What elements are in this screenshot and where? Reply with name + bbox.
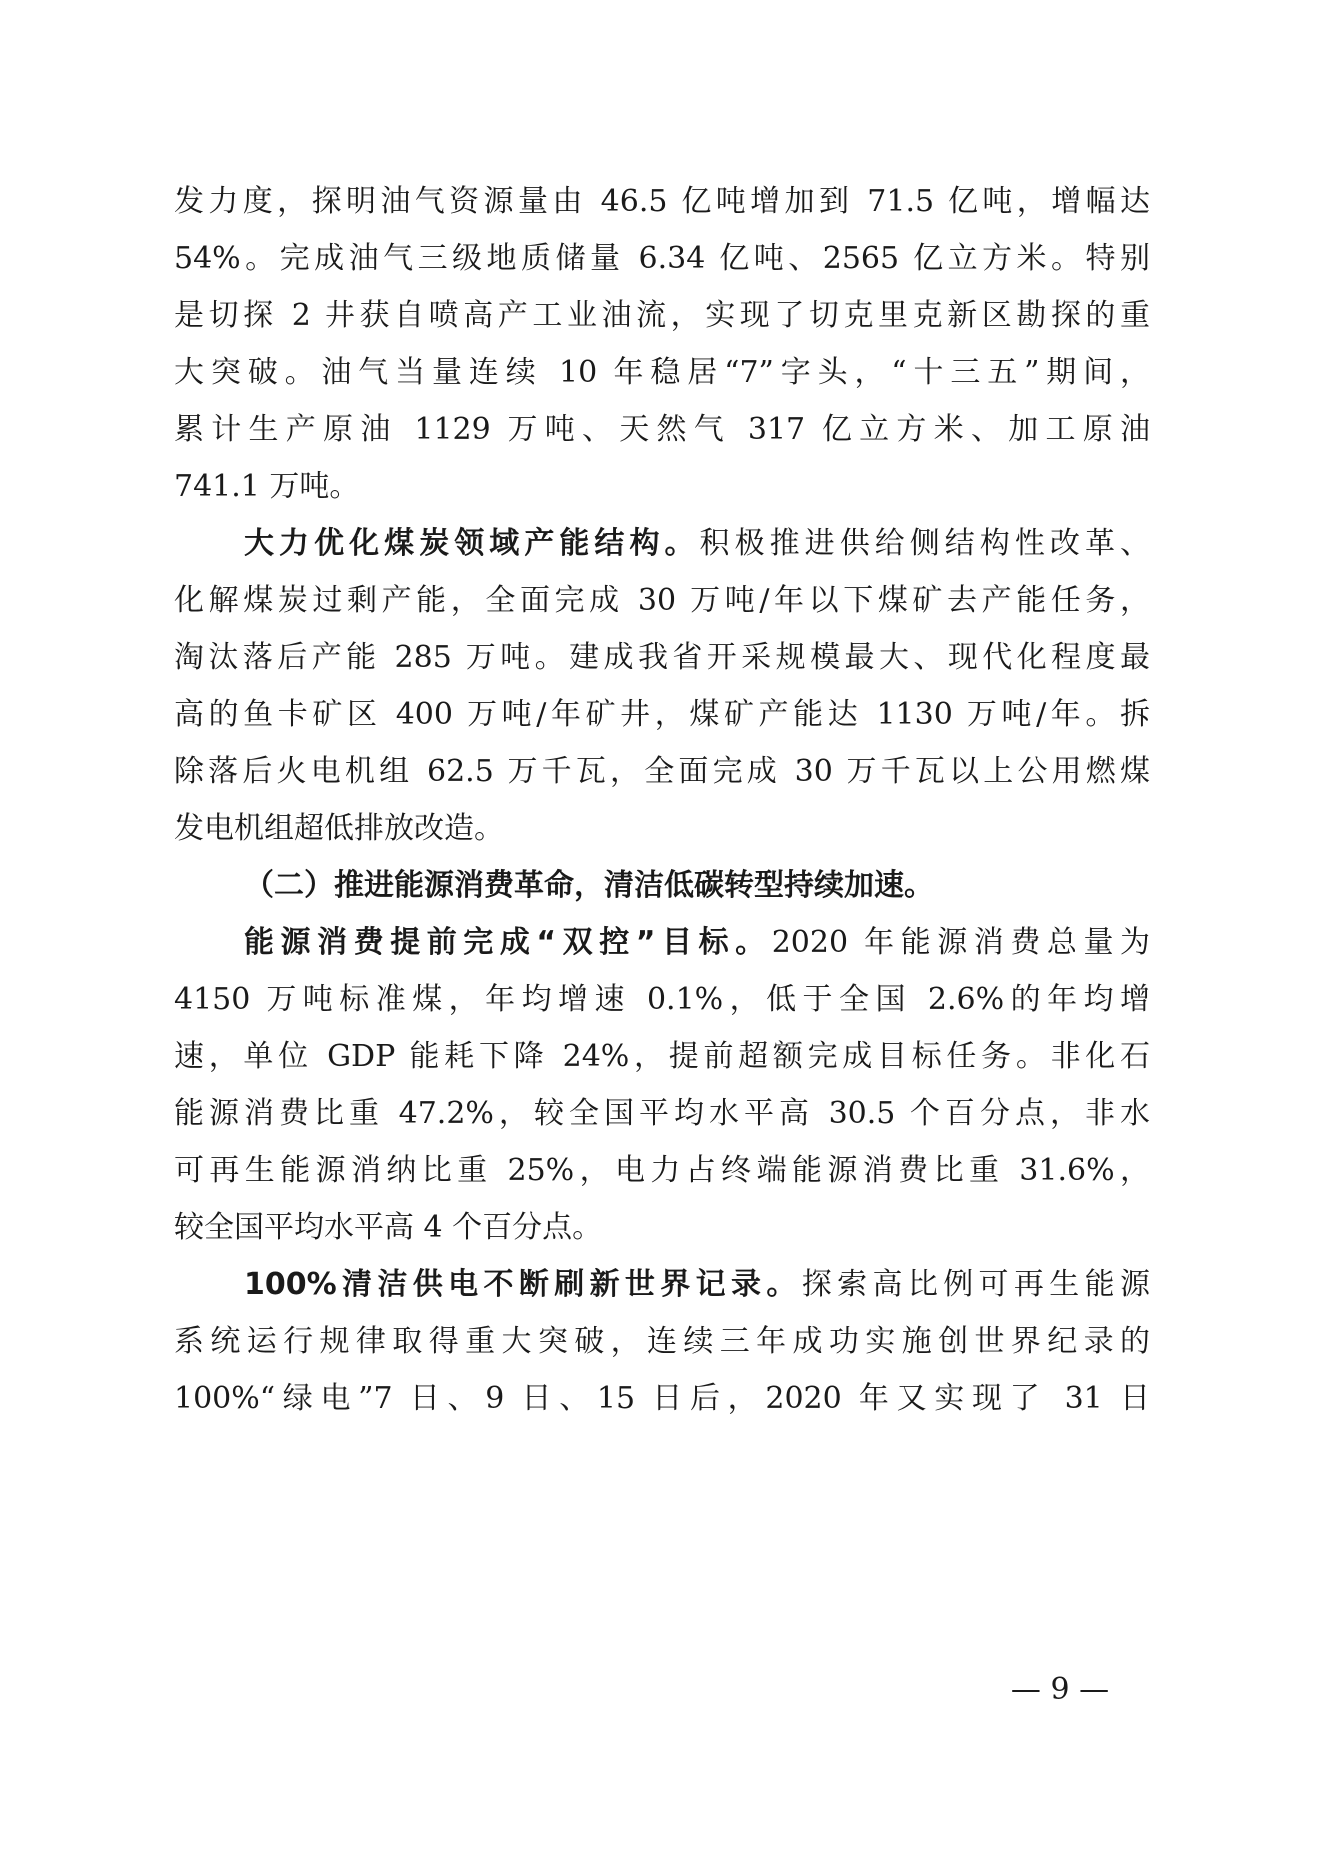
text-line: 高的鱼卡矿区 400 万吨/年矿井，煤矿产能达 1130 万吨/年。拆 — [174, 697, 1150, 732]
paragraph-lead-line: 能源消费提前完成“双控”目标。2020 年能源消费总量为 — [244, 925, 1150, 960]
text-line: 系统运行规律取得重大突破，连续三年成功实施创世界纪录的 — [174, 1324, 1150, 1359]
text-line: 发电机组超低排放改造。 — [174, 811, 504, 846]
text-line: 大突破。油气当量连续 10 年稳居“7”字头，“十三五”期间， — [174, 355, 1150, 390]
text-line: 较全国平均水平高 4 个百分点。 — [174, 1210, 603, 1245]
text-line: 100%“绿电”7 日、9 日、15 日后，2020 年又实现了 31 日 — [174, 1381, 1150, 1416]
text-line: 能源消费比重 47.2%，较全国平均水平高 30.5 个百分点，非水 — [174, 1096, 1150, 1131]
text-line: 是切探 2 井获自喷高产工业油流，实现了切克里克新区勘探的重 — [174, 298, 1150, 333]
text-line: 淘汰落后产能 285 万吨。建成我省开采规模最大、现代化程度最 — [174, 640, 1150, 675]
paragraph-lead-line: 大力优化煤炭领域产能结构。积极推进供给侧结构性改革、 — [244, 526, 1151, 561]
paragraph-lead-line: 100%清洁供电不断刷新世界记录。探索高比例可再生能源 — [244, 1267, 1151, 1302]
text-line: 741.1 万吨。 — [174, 469, 360, 504]
text-line: 化解煤炭过剩产能，全面完成 30 万吨/年以下煤矿去产能任务， — [174, 583, 1150, 618]
section-heading: （二）推进能源消费革命，清洁低碳转型持续加速。 — [244, 868, 934, 903]
text-line: 54%。完成油气三级地质储量 6.34 亿吨、2565 亿立方米。特别 — [174, 241, 1150, 276]
paragraph-heading: 100%清洁供电不断刷新世界记录。 — [244, 1267, 802, 1302]
paragraph-heading: 能源消费提前完成“双控”目标。 — [244, 925, 772, 960]
text-line: 可再生能源消纳比重 25%，电力占终端能源消费比重 31.6%， — [174, 1153, 1150, 1188]
text-line: 除落后火电机组 62.5 万千瓦，全面完成 30 万千瓦以上公用燃煤 — [174, 754, 1150, 789]
paragraph-heading: 大力优化煤炭领域产能结构。 — [244, 526, 700, 561]
text-line: 4150 万吨标准煤，年均增速 0.1%，低于全国 2.6%的年均增 — [174, 982, 1150, 1017]
page-number: — 9 — — [1010, 1672, 1110, 1707]
text-line: 速，单位 GDP 能耗下降 24%，提前超额完成目标任务。非化石 — [174, 1039, 1150, 1074]
text-line: 发力度，探明油气资源量由 46.5 亿吨增加到 71.5 亿吨，增幅达 — [174, 184, 1150, 219]
text-line: 累计生产原油 1129 万吨、天然气 317 亿立方米、加工原油 — [174, 412, 1150, 447]
